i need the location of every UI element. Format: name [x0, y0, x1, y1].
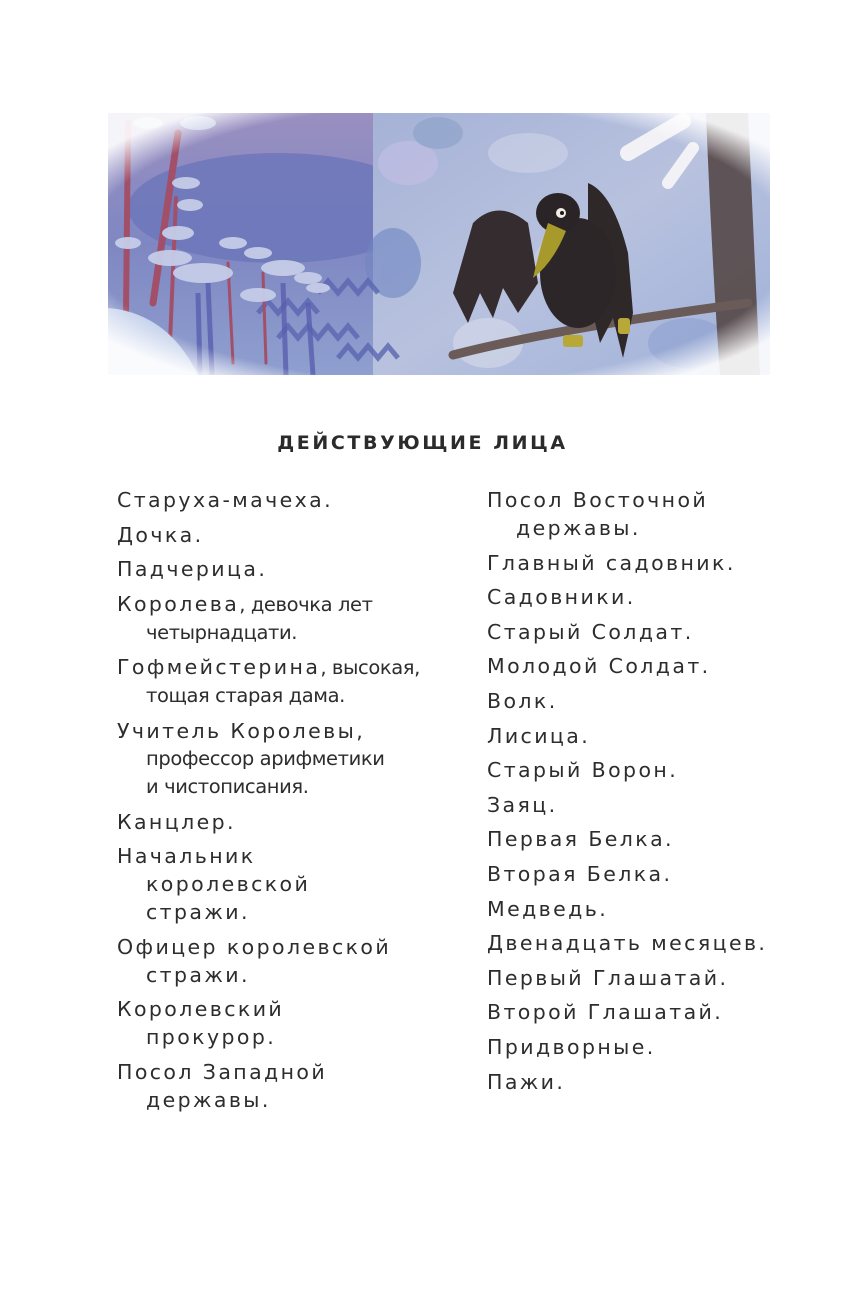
cast-entry: Первая Белка.: [487, 827, 674, 852]
cast-list-right-column: [487, 486, 817, 1102]
raven-winter-forest-illustration: [108, 113, 770, 375]
cast-entry: Посол Западной державы.: [117, 1059, 328, 1112]
cast-entry: Вторая Белка.: [487, 861, 673, 886]
page-title: ДЕЙСТВУЮЩИЕ ЛИЦА: [277, 432, 568, 454]
cast-entry: Офицер королевской стражи.: [117, 934, 392, 987]
cast-entry: Королева, девочка лет четырнадцати.: [117, 591, 373, 644]
cast-entry: Королевский прокурор.: [117, 997, 285, 1050]
cast-entry: Начальник королевской стражи.: [117, 844, 311, 925]
cast-entry: Учитель Королевы, профессор арифметики и чистописания.: [117, 718, 385, 798]
cast-entry: Придворные.: [487, 1034, 656, 1059]
cast-entry: Садовники.: [487, 585, 636, 610]
cast-entry: Заяц.: [487, 792, 558, 817]
cast-entry: Первый Глашатай.: [487, 965, 729, 990]
cast-list-left-column: [117, 486, 457, 1121]
cast-entry: Канцлер.: [117, 809, 236, 834]
cast-entry: Лисица.: [487, 723, 591, 748]
cast-entry: Двенадцать месяцев.: [487, 931, 768, 956]
cast-entry: Падчерица.: [117, 557, 268, 582]
illustration-image: [108, 113, 770, 375]
cast-entry: Дочка.: [117, 522, 204, 547]
cast-entry: Старуха-мачеха.: [117, 488, 334, 512]
cast-entry: Главный садовник.: [487, 550, 736, 575]
cast-entry: Гофмейстерина, высокая, тощая старая дама.: [117, 655, 420, 708]
cast-entry: Посол Восточной державы.: [487, 488, 709, 540]
cast-entry: Старый Ворон.: [487, 758, 679, 783]
cast-entry: Старый Солдат.: [487, 619, 694, 644]
cast-entry: Пажи.: [487, 1069, 566, 1094]
cast-entry: Молодой Солдат.: [487, 654, 711, 679]
cast-entry: Волк.: [487, 688, 558, 713]
cast-entry: Второй Глашатай.: [487, 1000, 724, 1025]
cast-entry: Медведь.: [487, 896, 609, 921]
